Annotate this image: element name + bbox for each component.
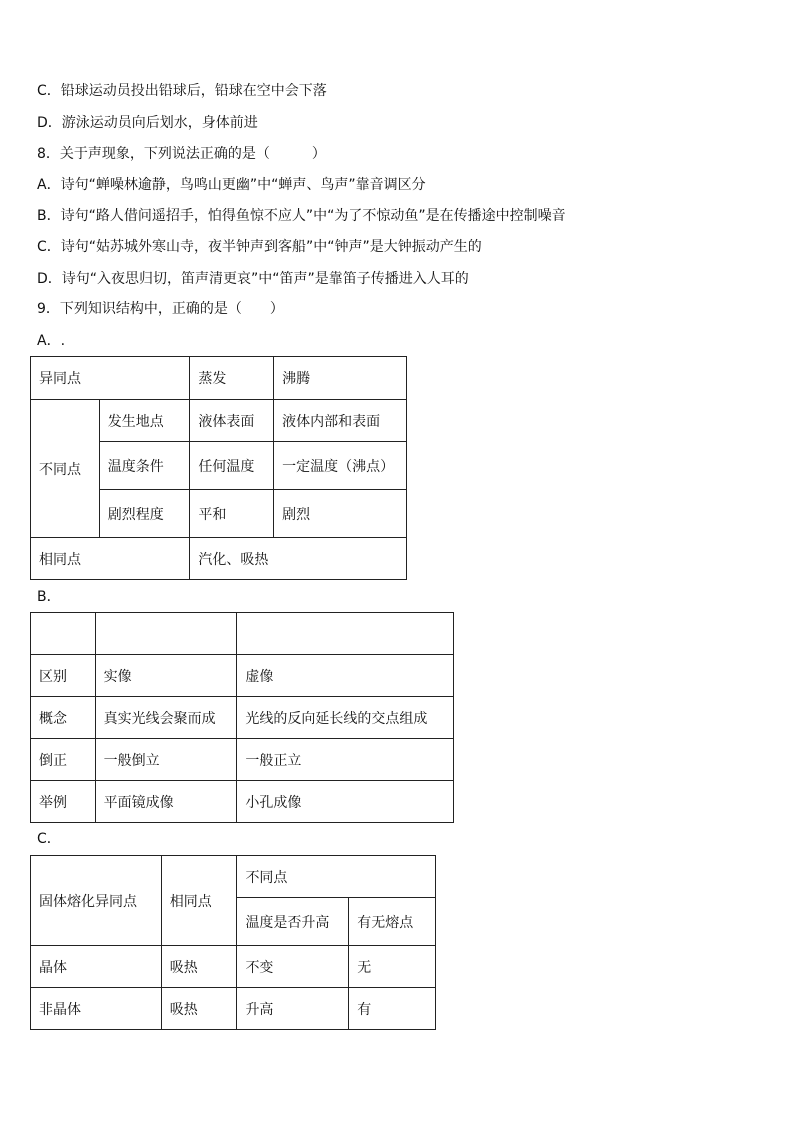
table-cell: 小孔成像 — [237, 781, 454, 823]
table-cell: 非晶体 — [31, 988, 162, 1030]
question-8: 8．关于声现象，下列说法正确的是（ ） — [37, 146, 326, 162]
table-cell: 温度是否升高 — [237, 898, 349, 946]
question-8-option-b: B．诗句“路人借问遥招手，怕得鱼惊不应人”中“为了不惊动鱼”是在传播途中控制噪音 — [37, 208, 566, 224]
table-row — [31, 538, 407, 580]
table-row — [31, 781, 454, 823]
table-row — [31, 655, 454, 697]
table-cell: 区别 — [31, 655, 96, 697]
table-cell: 有无熔点 — [349, 898, 436, 946]
table-cell: 虚像 — [237, 655, 454, 697]
question-8-option-a: A．诗句“蝉噪林逾静，鸟鸣山更幽”中“蝉声、鸟声”靠音调区分 — [37, 177, 426, 193]
table-c-label: C． — [37, 831, 61, 847]
table-cell: 平面镜成像 — [95, 781, 237, 823]
table-row — [31, 739, 454, 781]
table-cell: 一般正立 — [237, 739, 454, 781]
table-cell — [95, 613, 237, 655]
question-8-option-d: D．诗句“入夜思归切，笛声清更哀”中“笛声”是靠笛子传播进入人耳的 — [37, 271, 469, 287]
table-c — [30, 855, 436, 1030]
table-cell: 固体熔化异同点 — [31, 856, 162, 946]
question-8-option-c: C．诗句“姑苏城外寒山寺，夜半钟声到客船”中“钟声”是大钟振动产生的 — [37, 239, 482, 255]
table-cell: 有 — [349, 988, 436, 1030]
table-cell: 升高 — [237, 988, 349, 1030]
table-cell: 吸热 — [161, 946, 237, 988]
table-cell: 晶体 — [31, 946, 162, 988]
table-cell: 温度条件 — [99, 442, 190, 490]
table-b — [30, 612, 454, 823]
table-cell: 举例 — [31, 781, 96, 823]
table-cell: 异同点 — [31, 357, 190, 400]
table-cell: 实像 — [95, 655, 237, 697]
table-a-label: A．. — [37, 333, 66, 349]
table-cell — [31, 613, 96, 655]
option-c-line: C．铅球运动员投出铅球后，铅球在空中会下落 — [37, 83, 327, 99]
table-cell: 倒正 — [31, 739, 96, 781]
table-b-label: B． — [37, 589, 61, 605]
table-cell: 发生地点 — [99, 400, 190, 442]
table-cell — [237, 613, 454, 655]
table-cell: 汽化、吸热 — [190, 538, 407, 580]
question-9: 9．下列知识结构中，正确的是（ ） — [37, 301, 284, 317]
table-cell: 不同点 — [237, 856, 436, 898]
table-cell: 任何温度 — [190, 442, 274, 490]
table-cell: 光线的反向延长线的交点组成 — [237, 697, 454, 739]
table-row — [31, 400, 407, 442]
table-row — [31, 988, 436, 1030]
table-cell: 平和 — [190, 490, 274, 538]
table-cell: 相同点 — [31, 538, 190, 580]
table-cell: 概念 — [31, 697, 96, 739]
table-row — [31, 946, 436, 988]
table-row — [31, 613, 454, 655]
table-cell: 剧烈 — [274, 490, 407, 538]
table-cell: 不同点 — [31, 400, 100, 538]
table-cell: 不变 — [237, 946, 349, 988]
table-cell: 无 — [349, 946, 436, 988]
table-cell: 液体表面 — [190, 400, 274, 442]
table-cell: 蒸发 — [190, 357, 274, 400]
table-row — [31, 856, 436, 898]
option-d-line: D．游泳运动员向后划水，身体前进 — [37, 115, 258, 131]
table-cell: 一定温度（沸点） — [274, 442, 407, 490]
table-cell: 相同点 — [161, 856, 237, 946]
table-cell: 吸热 — [161, 988, 237, 1030]
table-row — [31, 357, 407, 400]
table-cell: 真实光线会聚而成 — [95, 697, 237, 739]
table-cell: 沸腾 — [274, 357, 407, 400]
table-a — [30, 356, 407, 580]
table-cell: 剧烈程度 — [99, 490, 190, 538]
table-cell: 液体内部和表面 — [274, 400, 407, 442]
table-cell: 一般倒立 — [95, 739, 237, 781]
table-row — [31, 697, 454, 739]
